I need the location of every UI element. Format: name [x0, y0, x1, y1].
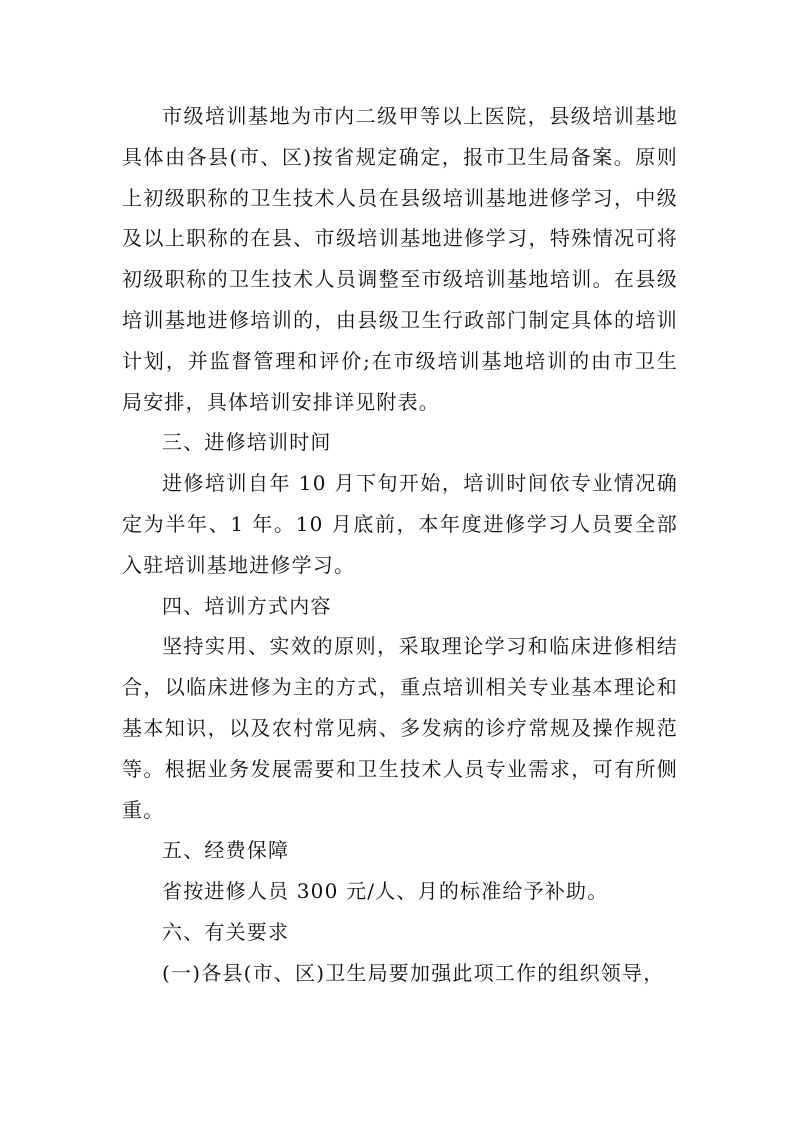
heading-funding: 五、经费保障: [162, 838, 290, 863]
paragraph-requirements-1: (一)各县(市、区)卫生局要加强此项工作的组织领导，: [162, 960, 665, 985]
heading-training-method: 四、培训方式内容: [162, 593, 332, 618]
paragraph-funding: 省按进修人员 300 元/人、月的标准给予补助。: [162, 879, 609, 904]
paragraph-training-bases: 市级培训基地为市内二级甲等以上医院，县级培训基地具体由各县(市、区)按省规定确定，报市卫生局备案。原则上初级职称的卫生技术人员在县级培训基地进修学习，中级及以上职称的在县、市级培训基地进修学习，特殊情况可将初级职称的卫生技术人员调整至市级培训基地培训。在县级培训基地进修培训的，由县级卫生行政部门制定具体的培训计划，并监督管理和评价;在市级培训基地培训的由市卫生局安排，具体培训安排详见附表。: [122, 104, 678, 414]
paragraph-training-method: 坚持实用、实效的原则，采取理论学习和临床进修相结合，以临床进修为主的方式，重点培训相关专业基本理论和基本知识，以及农村常见病、多发病的诊疗常规及操作规范等。根据业务发展需要和卫生技术人员专业需求，可有所侧重。: [122, 634, 678, 822]
heading-requirements: 六、有关要求: [162, 919, 290, 944]
document-body: [122, 96, 678, 994]
heading-training-time: 三、进修培训时间: [162, 430, 332, 455]
paragraph-training-time: 进修培训自年 10 月下旬开始，培训时间依专业情况确定为半年、1 年。10 月底前，本年度进修学习人员要全部入驻培训基地进修学习。: [122, 471, 678, 577]
